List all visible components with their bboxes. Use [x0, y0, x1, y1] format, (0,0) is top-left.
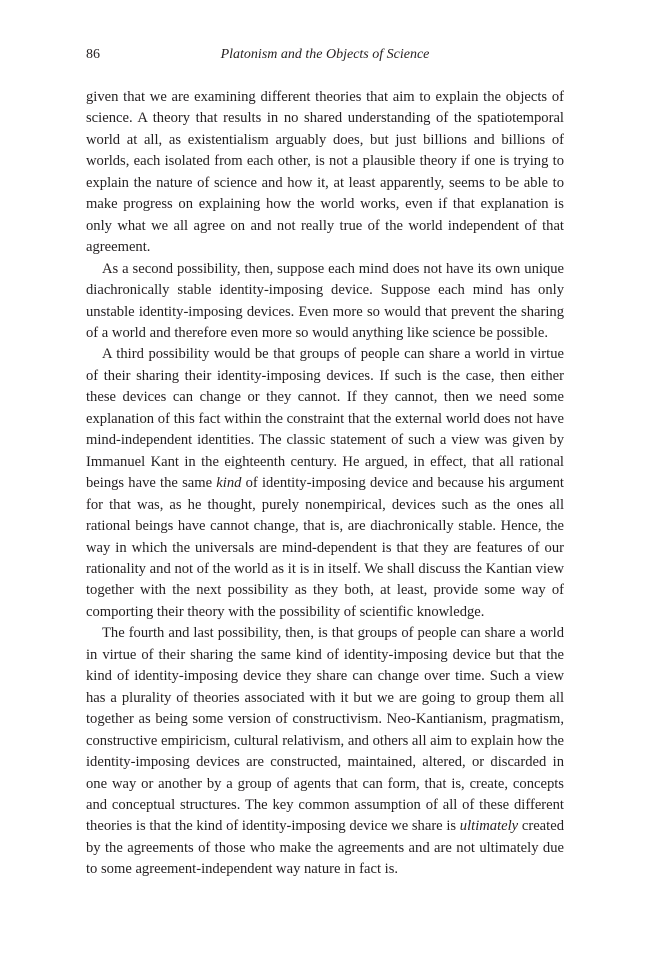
paragraph-2: As a second possibility, then, suppose each mind does not have its own unique diachronically stable identity-imposing device. Suppose each mind has only unstable identity-imposing devices. Even more so would that prevent the sharing of a world and therefore even more so would anything like science be possible. — [86, 260, 564, 341]
paragraph-3-part-1: A third possibility would be that groups of people can share a world in virtue of their sharing their identity-imposing devices. If such is the case, then either these devices can change or they cannot. If they cannot, then we need some explanation of this fact within the constraint that the external world does not have mind-independent identities. The classic statement of such a view was given by Immanuel Kant in the eighteenth century. He argued, in effect, that all rational beings have the same — [86, 346, 564, 492]
paragraph-3 — [86, 344, 564, 623]
emphasis-ultimately: ultimately — [459, 818, 519, 835]
paragraph-4 — [86, 623, 564, 880]
paragraph-4-part-2: created by the agreements of those who make the agreements and are not ultimately due to some agreement-independent way nature in fact is. — [86, 818, 564, 878]
page-number: 86 — [86, 47, 100, 62]
running-head — [86, 44, 564, 66]
paragraph-4-part-1: The fourth and last possibility, then, is that groups of people can share a world in virtue of their sharing the same kind of identity-imposing device but that the kind of identity-imposing device they share can change over time. Such a view has a plurality of theories associated with it but we are going to group them all together as being some version of constructivism. Neo-Kantianism, pragmatism, constructive empiricism, cultural relativism, and others all aim to explain how the identity-imposing devices are constructed, maintained, altered, or discarded in one way or another by a group of agents that can form, that is, create, concepts and conceptual structures. The key common assumption of all of these different theories is that the kind of identity-imposing device we share is — [86, 625, 564, 835]
paragraph-1: given that we are examining different theories that aim to explain the objects of science. A theory that results in no shared understanding of the spatiotemporal world at all, as existentialism arguably does, but just billions and billions of worlds, each isolated from each other, is not a plausible theory if one is trying to explain the nature of science and how it, at least apparently, seems to be able to make progress on explaining how the world works, even if that explanation is only what we all agree on and not really true of the world independent of that agreement. — [86, 89, 564, 256]
body-text — [86, 87, 564, 881]
paragraph-3-part-2: of identity-imposing device and because his argument for that was, as he thought, purely nonempirical, devices such as the ones all rational beings have cannot change, that is, are diachronically stable. Hence, the way in which the universals are mind-dependent is that they are features of our rationality and not of the world as it is in itself. We shall discuss the Kantian view together with the next possibility as they both, at least, provide some way of comporting their theory with the possibility of scientific knowledge. — [86, 475, 564, 620]
emphasis-kind: kind — [216, 475, 242, 492]
running-title: Platonism and the Objects of Science — [220, 47, 430, 62]
